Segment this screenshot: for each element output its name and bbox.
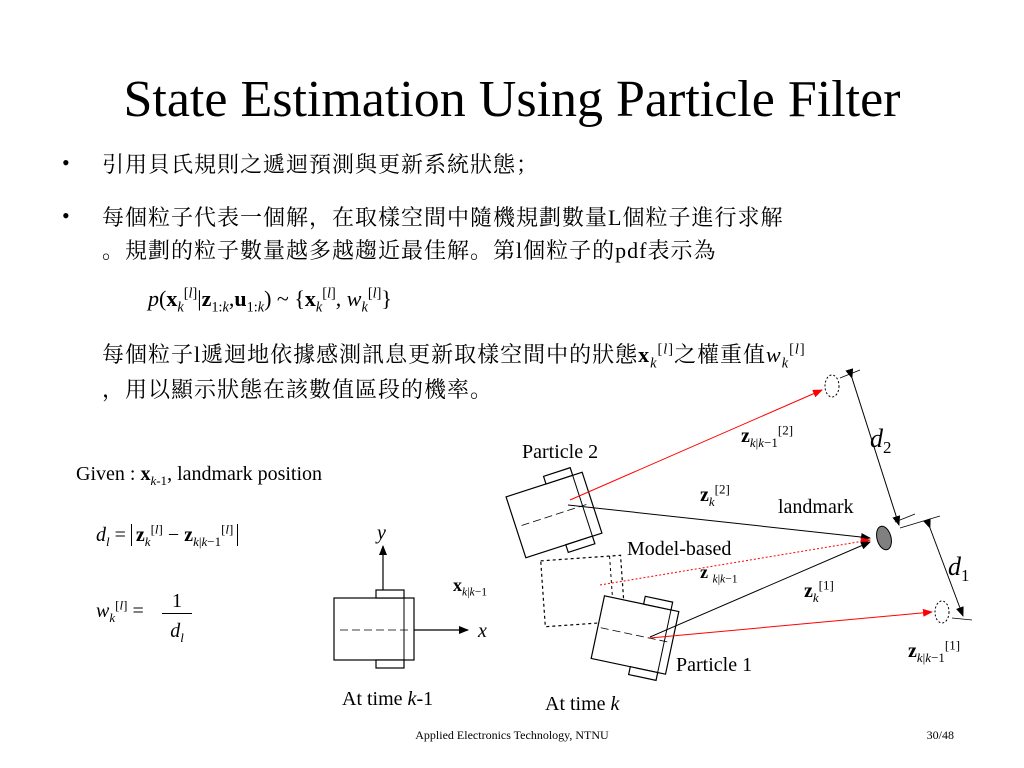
given-text: Given : $x_{k-1}$, landmark position [76,463,323,488]
label-axis-x: x [478,620,487,642]
ray-z1-predicted [650,612,932,638]
label-z-model: z $_{k|k-1}$ [700,562,738,586]
bullet-marker: • [62,203,70,228]
equation-weight: $w_k[l]$ = [96,597,144,625]
equation-distance: $d_l = z_k[l] - z_{k|k-1}[l]$ [96,524,238,547]
paragraph-line-1-mid: 之權重值 [674,342,767,367]
bullet-2-line-2: 。規劃的粒子數量越多越趨近最佳解。第l個粒子的pdf表示為 [102,238,717,263]
label-z2-predicted: $z_{k|k-1}[2]$ [741,422,794,450]
robot-time-k-minus-1 [334,590,414,668]
label-d2: $d_2$ [870,424,892,458]
slide-title: State Estimation Using Particle Filter [123,71,901,128]
footer-institution: Applied Electronics Technology, NTNU [415,728,609,742]
label-x-predicted: $x_{k|k-1}$ [453,575,488,599]
bullet-marker: • [62,150,70,175]
equation-pdf: $p(x_k[l]|z_{1:k},u_{1:k})$ ~ {$x_k[l]$, $w_k[l]$} [148,285,392,316]
landmark-marker [874,525,894,552]
paragraph-line-2: ，用以顯示狀態在該數值區段的機率。 [102,377,494,402]
label-z1-measured: $z_k[1]$ [804,577,834,605]
label-at-time-k-minus-1: At time k-1 [342,688,434,710]
label-at-time-k: At time k [545,693,620,715]
paragraph-line-1: 每個粒子l遞迴地依據感測訊息更新取樣空間中的狀態$x_k[l]$之權重值$w_k[l]$ [102,341,806,372]
robot-particle-1 [590,588,681,682]
footer-page-number: 30/48 [926,728,954,742]
predicted-landmark-particle-1 [935,601,949,623]
label-axis-y: y [377,522,386,544]
robot-particle-2 [504,465,605,566]
predicted-landmark-particle-2 [825,375,839,397]
paragraph-line-1-pre: 每個粒子l遞迴地依據感測訊息更新取樣空間中的狀態 [102,342,639,367]
label-z2-measured: $z_k[2]$ [700,481,730,509]
bullet-1-text: 引用貝氏規則之遞迴預測與更新系統狀態； [102,152,540,177]
label-model-based: Model-based [627,538,732,560]
bullet-2-line-1: 每個粒子代表一個解，在取樣空間中隨機規劃數量L個粒子進行求解 [102,205,784,230]
label-particle-2: Particle 2 [522,441,599,463]
label-z1-predicted: $z_{k|k-1}[1]$ [908,637,961,665]
label-d1: $d_1$ [948,552,970,586]
slide: State Estimation Using Particle Filter • 引用貝氏規則之遞迴預測與更新系統狀態； • 每個粒子代表一個解，在取樣空間中隨機規劃數量L個粒子進行求解 。規劃的粒子數量越多越趨近最佳解。第l個粒子的pdf表示為 $p(x_k[l]|z_{1:k},u_{1:k})$ ~ {$x_k[l]$, $w_k[l]$} 每個粒子l遞迴地依據感測訊息更新取樣空間中的狀態$x_k[l]$之權重值$w_k[l]$ ，用以顯示狀態在該數值區段的機率。 Given : $x_{k-1}$, landmark position $d_l = z_k[l] - z_{k|k-1}[l]$ $w_k[l]$ = 1 $d_l$ Particle 2 Particle 1 Model-based landmark At time k-1 At time k x y $d_2$ $d_1$ $z_{k|k-1}[2]$ $z_k[2]$ z $_{k|k-1}$ $z_k[1]$ $z_{k|k-1}[1]$ $x_{k|k-1}$ Applied Electronics Technology, NTNU 30/48 [0,0,1024,768]
label-particle-1: Particle 1 [676,654,753,676]
label-landmark: landmark [778,496,854,518]
